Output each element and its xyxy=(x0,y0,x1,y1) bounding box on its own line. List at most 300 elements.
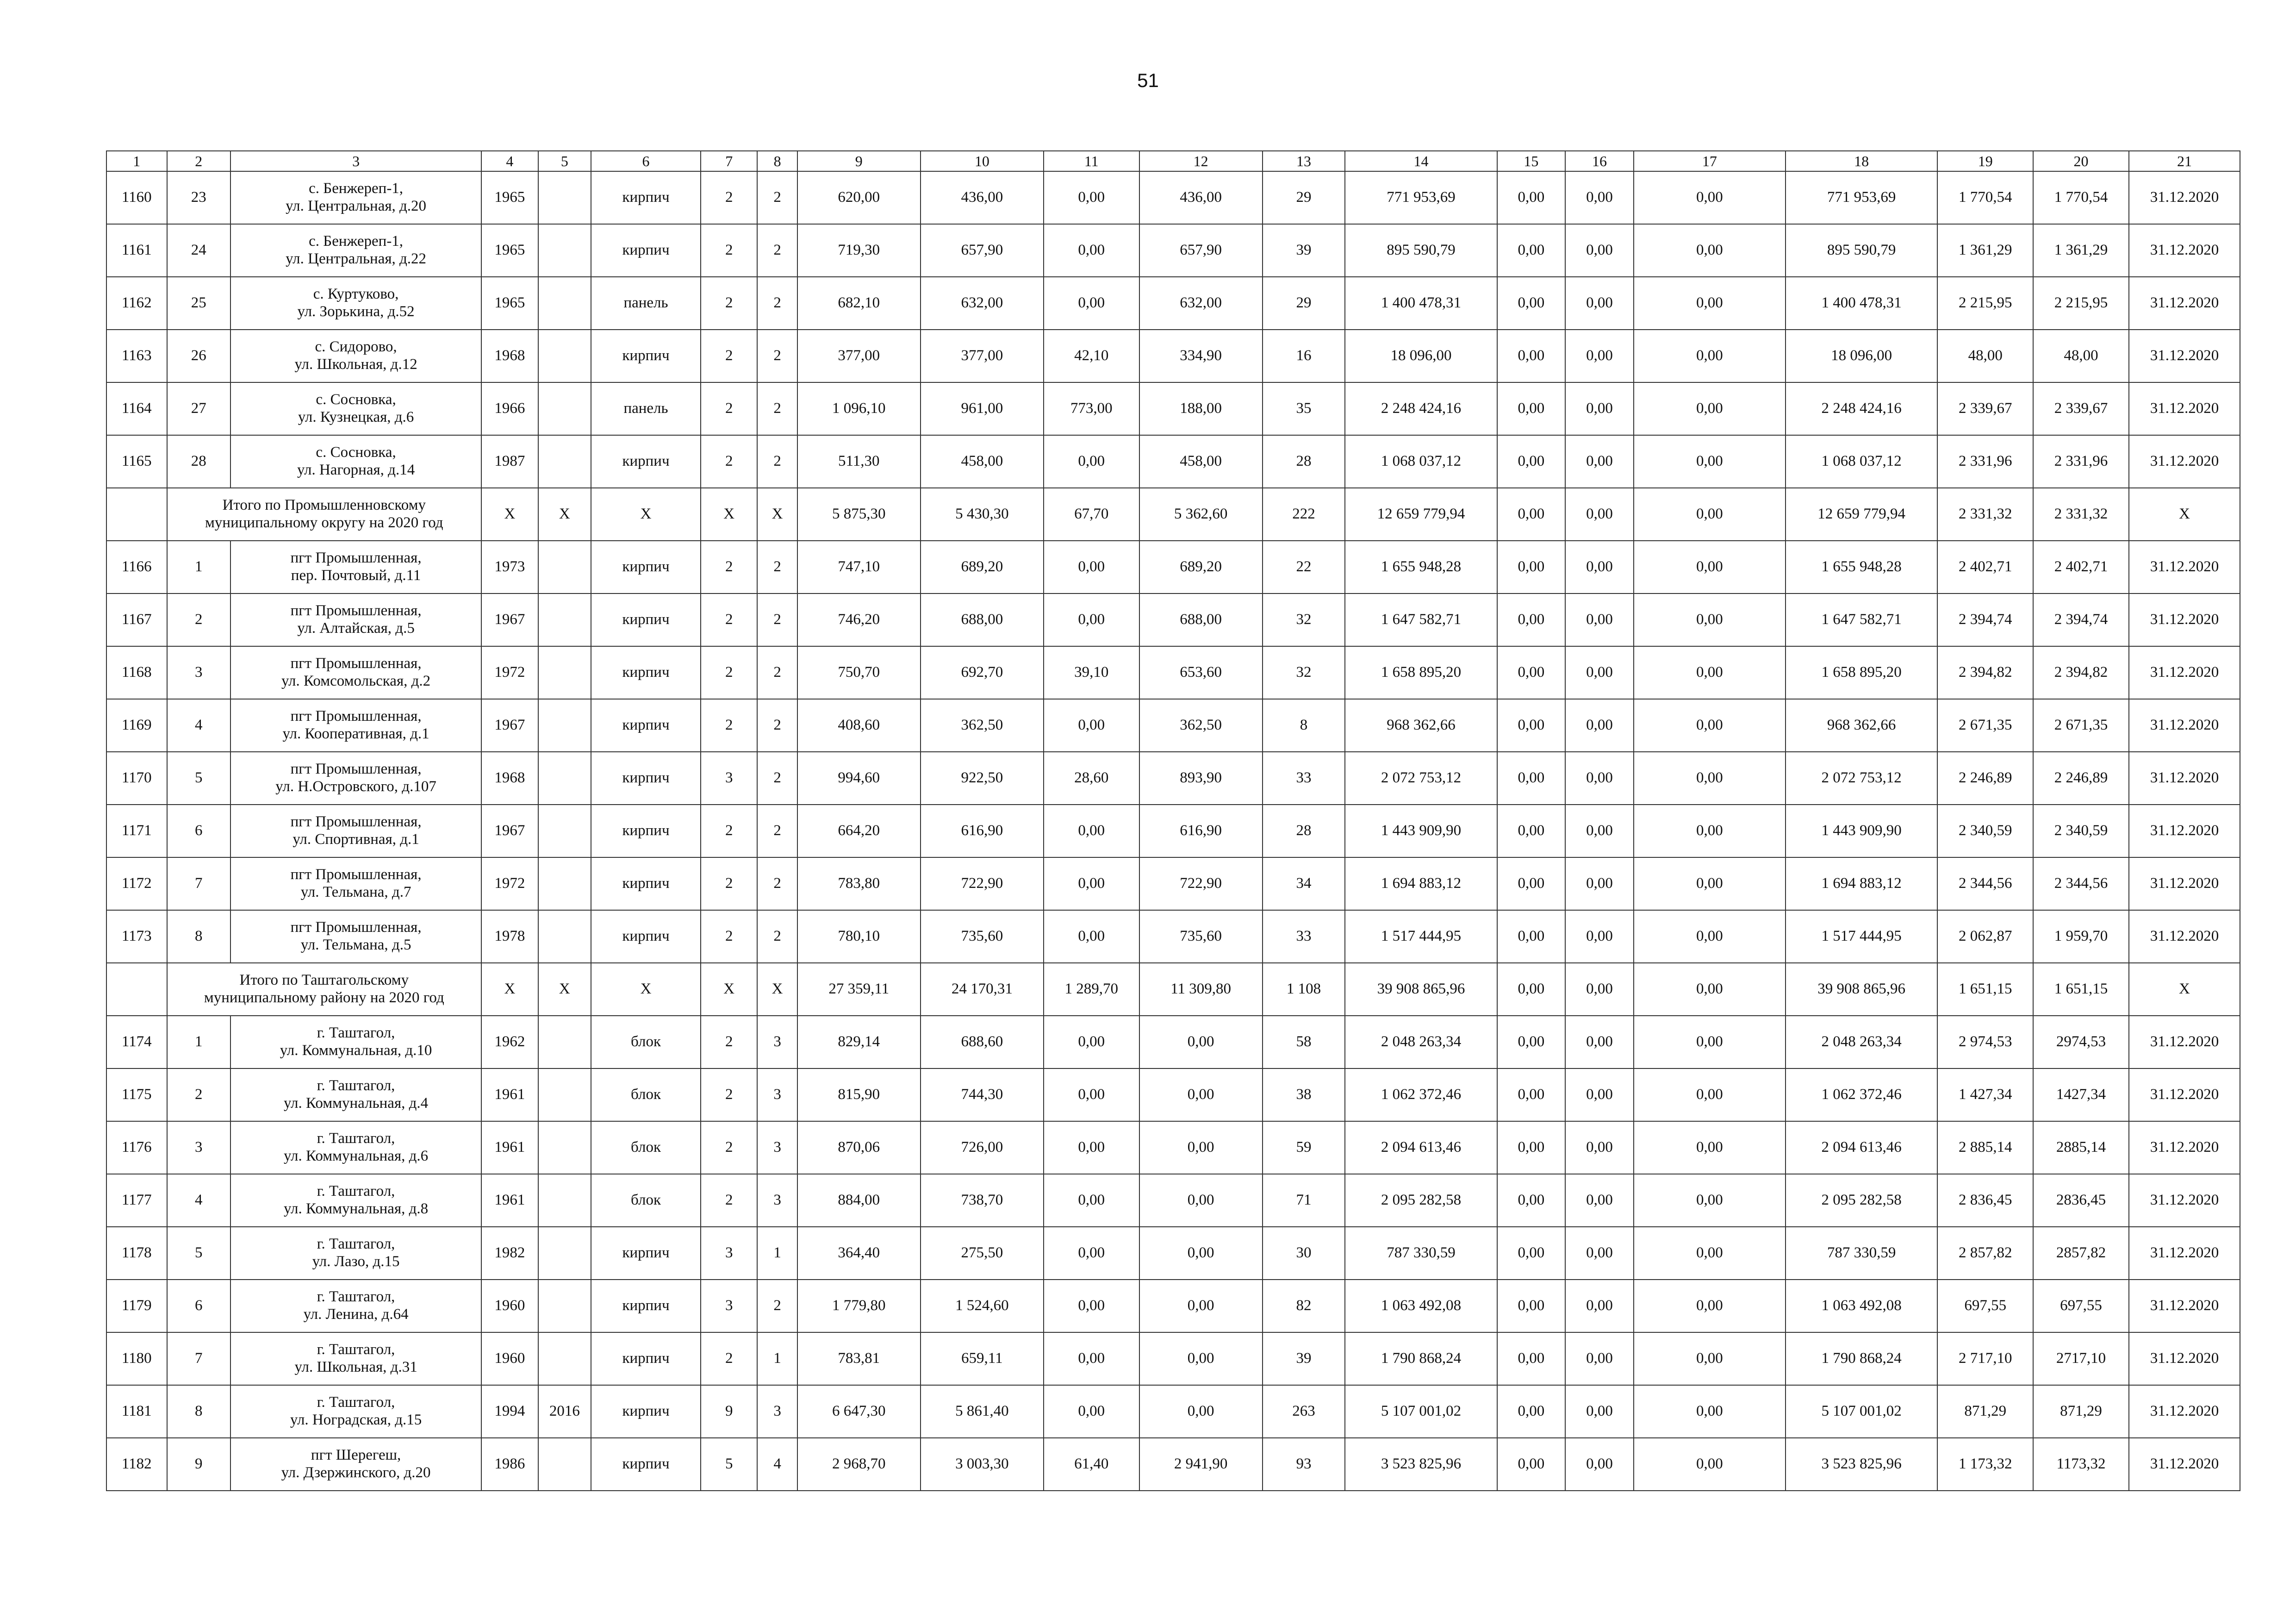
table-cell: 2 xyxy=(757,382,797,435)
table-cell: 0,00 xyxy=(1634,1438,1786,1491)
table-cell: 0,00 xyxy=(1634,910,1786,963)
table-cell xyxy=(106,963,167,1016)
table-cell: 0,00 xyxy=(1565,699,1634,752)
table-cell: 1 658 895,20 xyxy=(1345,646,1497,699)
table-cell: 1962 xyxy=(481,1016,538,1068)
table-cell: 275,50 xyxy=(921,1227,1044,1280)
address-cell xyxy=(230,435,481,488)
table-cell: 31.12.2020 xyxy=(2129,646,2240,699)
table-cell: 32 xyxy=(1263,593,1345,646)
table-cell: 23 xyxy=(167,171,231,224)
table-cell: 18 096,00 xyxy=(1786,330,1937,382)
table-cell: 0,00 xyxy=(1634,1174,1786,1227)
column-number-cell: 18 xyxy=(1786,151,1937,171)
table-cell: 31.12.2020 xyxy=(2129,1068,2240,1121)
table-cell: 1 063 492,08 xyxy=(1345,1280,1497,1332)
address-cell xyxy=(230,857,481,910)
address-line-1: с. Бенжереп-1, xyxy=(309,233,404,250)
table-cell: 2 xyxy=(757,699,797,752)
table-cell: 0,00 xyxy=(1634,752,1786,805)
table-cell: 2 215,95 xyxy=(2033,277,2129,330)
table-cell: 659,11 xyxy=(921,1332,1044,1385)
table-cell: 0,00 xyxy=(1044,910,1139,963)
table-cell: 3 xyxy=(757,1174,797,1227)
address-line-1: пгт Шерегеш, xyxy=(311,1447,401,1464)
table-cell: 0,00 xyxy=(1565,857,1634,910)
table-cell: 0,00 xyxy=(1044,1068,1139,1121)
address-line-1: г. Таштагол, xyxy=(317,1183,395,1200)
address-line-2: ул. Тельмана, д.7 xyxy=(300,884,411,900)
table-cell xyxy=(538,910,591,963)
summary-label xyxy=(167,488,482,541)
table-cell: 968 362,66 xyxy=(1345,699,1497,752)
table-row xyxy=(106,224,2240,277)
table-cell: 3 xyxy=(167,1121,231,1174)
table-cell: 82 xyxy=(1263,1280,1345,1332)
table-cell: 1182 xyxy=(106,1438,167,1491)
summary-cell: 0,00 xyxy=(1634,488,1786,541)
table-cell: 2 941,90 xyxy=(1139,1438,1263,1491)
address-line-2: ул. Ленина, д.64 xyxy=(303,1306,409,1323)
table-cell: 377,00 xyxy=(797,330,921,382)
table-cell: 1160 xyxy=(106,171,167,224)
column-number-cell: 4 xyxy=(481,151,538,171)
table-cell: 1 xyxy=(757,1332,797,1385)
address-cell xyxy=(230,1438,481,1491)
table-cell: 25 xyxy=(167,277,231,330)
table-cell: 688,00 xyxy=(921,593,1044,646)
table-cell: панель xyxy=(591,382,701,435)
table-cell xyxy=(538,541,591,593)
table-cell: 747,10 xyxy=(797,541,921,593)
table-cell: 2 xyxy=(757,910,797,963)
table-cell: 0,00 xyxy=(1044,1016,1139,1068)
summary-cell: X xyxy=(701,963,757,1016)
table-cell: 1164 xyxy=(106,382,167,435)
address-line-2: ул. Комсомольская, д.2 xyxy=(281,673,431,689)
table-cell: 24 xyxy=(167,224,231,277)
summary-cell: 27 359,11 xyxy=(797,963,921,1016)
table-cell: 2 339,67 xyxy=(2033,382,2129,435)
summary-cell: 1 289,70 xyxy=(1044,963,1139,1016)
table-cell: 8 xyxy=(167,1385,231,1438)
table-cell: панель xyxy=(591,277,701,330)
table-cell: 2 xyxy=(167,1068,231,1121)
address-line-1: г. Таштагол, xyxy=(317,1130,395,1147)
table-cell: 961,00 xyxy=(921,382,1044,435)
table-cell: 1 655 948,28 xyxy=(1345,541,1497,593)
address-line-2: ул. Центральная, д.20 xyxy=(286,198,427,214)
table-cell: 0,00 xyxy=(1634,1227,1786,1280)
table-cell: 2 246,89 xyxy=(1937,752,2033,805)
table-cell: 632,00 xyxy=(921,277,1044,330)
table-cell: 0,00 xyxy=(1565,1121,1634,1174)
table-cell: 697,55 xyxy=(1937,1280,2033,1332)
table-cell: 0,00 xyxy=(1044,1280,1139,1332)
table-cell: 664,20 xyxy=(797,805,921,857)
table-cell: 3 xyxy=(701,1280,757,1332)
table-cell: 1973 xyxy=(481,541,538,593)
column-number-cell: 2 xyxy=(167,151,231,171)
address-line-1: пгт Промышленная, xyxy=(290,655,422,672)
table-cell: 0,00 xyxy=(1497,435,1566,488)
table-cell: 16 xyxy=(1263,330,1345,382)
table-cell: 0,00 xyxy=(1634,1068,1786,1121)
table-cell: 884,00 xyxy=(797,1174,921,1227)
table-cell: кирпич xyxy=(591,805,701,857)
table-cell: 787 330,59 xyxy=(1786,1227,1937,1280)
table-cell: 1 524,60 xyxy=(921,1280,1044,1332)
table-cell xyxy=(538,330,591,382)
table-cell: 1960 xyxy=(481,1280,538,1332)
table-cell: 2 xyxy=(757,541,797,593)
table-cell: 0,00 xyxy=(1634,1121,1786,1174)
summary-label-line-2: муниципальному району на 2020 год xyxy=(204,989,444,1006)
table-cell: 0,00 xyxy=(1565,1438,1634,1491)
table-cell: 1 517 444,95 xyxy=(1345,910,1497,963)
table-cell: 0,00 xyxy=(1634,382,1786,435)
table-cell: 6 xyxy=(167,805,231,857)
table-cell: 0,00 xyxy=(1634,646,1786,699)
table-cell xyxy=(538,1174,591,1227)
table-cell: 719,30 xyxy=(797,224,921,277)
table-cell: 0,00 xyxy=(1044,699,1139,752)
table-cell: 1172 xyxy=(106,857,167,910)
table-cell: 2 094 613,46 xyxy=(1786,1121,1937,1174)
address-cell xyxy=(230,277,481,330)
table-cell: 0,00 xyxy=(1565,752,1634,805)
table-row xyxy=(106,1121,2240,1174)
address-line-2: ул. Коммунальная, д.10 xyxy=(280,1042,432,1059)
address-cell xyxy=(230,224,481,277)
table-cell: 31.12.2020 xyxy=(2129,1385,2240,1438)
table-cell: 2 974,53 xyxy=(1937,1016,2033,1068)
table-cell: 726,00 xyxy=(921,1121,1044,1174)
table-row xyxy=(106,435,2240,488)
table-cell xyxy=(538,1227,591,1280)
table-cell: 2 671,35 xyxy=(2033,699,2129,752)
table-cell xyxy=(538,435,591,488)
address-cell xyxy=(230,752,481,805)
table-cell: 0,00 xyxy=(1634,857,1786,910)
table-cell: 31.12.2020 xyxy=(2129,1174,2240,1227)
table-cell: 33 xyxy=(1263,910,1345,963)
table-cell: 29 xyxy=(1263,277,1345,330)
table-cell: 31.12.2020 xyxy=(2129,857,2240,910)
table-cell: 0,00 xyxy=(1634,435,1786,488)
table-cell: 1176 xyxy=(106,1121,167,1174)
table-cell: 31.12.2020 xyxy=(2129,277,2240,330)
table-cell: 0,00 xyxy=(1044,1121,1139,1174)
table-cell: 2 xyxy=(757,330,797,382)
table-cell: 2 xyxy=(757,593,797,646)
table-cell: 2 402,71 xyxy=(1937,541,2033,593)
table-cell: 2 xyxy=(757,752,797,805)
table-cell: 616,90 xyxy=(1139,805,1263,857)
table-cell: 692,70 xyxy=(921,646,1044,699)
table-cell: 0,00 xyxy=(1497,277,1566,330)
table-cell: 1 361,29 xyxy=(1937,224,2033,277)
summary-cell: 24 170,31 xyxy=(921,963,1044,1016)
table-cell: 780,10 xyxy=(797,910,921,963)
table-cell: 697,55 xyxy=(2033,1280,2129,1332)
table-cell: 771 953,69 xyxy=(1345,171,1497,224)
address-line-2: ул. Нагорная, д.14 xyxy=(297,462,415,478)
table-cell: 2 xyxy=(701,593,757,646)
table-cell: 2 xyxy=(701,171,757,224)
table-cell: 994,60 xyxy=(797,752,921,805)
table-cell: 1 427,34 xyxy=(1937,1068,2033,1121)
table-cell: 1169 xyxy=(106,699,167,752)
table-cell: 2 215,95 xyxy=(1937,277,2033,330)
table-cell: кирпич xyxy=(591,1280,701,1332)
table-cell: 1968 xyxy=(481,330,538,382)
table-cell: 1961 xyxy=(481,1121,538,1174)
column-number-cell: 17 xyxy=(1634,151,1786,171)
table-cell: 1167 xyxy=(106,593,167,646)
table-cell: 871,29 xyxy=(1937,1385,2033,1438)
table-cell: 31.12.2020 xyxy=(2129,1016,2240,1068)
table-cell: 2 331,96 xyxy=(1937,435,2033,488)
address-line-2: ул. Ноградская, д.15 xyxy=(290,1412,422,1428)
summary-label xyxy=(167,963,482,1016)
table-cell: 2 095 282,58 xyxy=(1786,1174,1937,1227)
table-cell: 2 331,96 xyxy=(2033,435,2129,488)
table-cell: 4 xyxy=(757,1438,797,1491)
summary-label-line-2: муниципальному округу на 2020 год xyxy=(205,514,443,531)
table-cell: 2 885,14 xyxy=(1937,1121,2033,1174)
table-cell: 0,00 xyxy=(1497,699,1566,752)
table-cell: 2 857,82 xyxy=(1937,1227,2033,1280)
summary-cell: X xyxy=(757,963,797,1016)
table-cell: 2 xyxy=(701,277,757,330)
table-row xyxy=(106,541,2240,593)
table-cell: 1 062 372,46 xyxy=(1786,1068,1937,1121)
table-cell: 1 068 037,12 xyxy=(1345,435,1497,488)
table-cell: 0,00 xyxy=(1634,1280,1786,1332)
table-cell: 31.12.2020 xyxy=(2129,699,2240,752)
table-row xyxy=(106,646,2240,699)
table-cell: 2 xyxy=(757,805,797,857)
summary-label-line-1: Итого по Таштагольскому xyxy=(239,972,409,989)
summary-cell: 39 908 865,96 xyxy=(1786,963,1937,1016)
column-number-cell: 7 xyxy=(701,151,757,171)
table-cell: 436,00 xyxy=(921,171,1044,224)
table-cell: 9 xyxy=(167,1438,231,1491)
table-cell: кирпич xyxy=(591,541,701,593)
address-line-2: ул. Кооперативная, д.1 xyxy=(282,725,429,742)
table-cell: 7 xyxy=(167,1332,231,1385)
table-cell: 3 003,30 xyxy=(921,1438,1044,1491)
table-cell: 31.12.2020 xyxy=(2129,435,2240,488)
table-cell: 0,00 xyxy=(1565,541,1634,593)
address-line-2: ул. Коммунальная, д.8 xyxy=(284,1200,429,1217)
table-cell: кирпич xyxy=(591,1385,701,1438)
table-cell: кирпич xyxy=(591,646,701,699)
table-cell: 38 xyxy=(1263,1068,1345,1121)
table-cell: блок xyxy=(591,1068,701,1121)
table-cell: 5 861,40 xyxy=(921,1385,1044,1438)
table-cell: 0,00 xyxy=(1497,382,1566,435)
table-cell: 1994 xyxy=(481,1385,538,1438)
table-cell: 362,50 xyxy=(921,699,1044,752)
table-cell: кирпич xyxy=(591,699,701,752)
address-line-2: ул. Алтайская, д.5 xyxy=(297,620,415,637)
table-cell: 871,29 xyxy=(2033,1385,2129,1438)
table-cell: 0,00 xyxy=(1139,1174,1263,1227)
table-cell: 0,00 xyxy=(1044,593,1139,646)
table-cell: 1 694 883,12 xyxy=(1345,857,1497,910)
address-line-2: пер. Почтовый, д.11 xyxy=(291,567,421,584)
table-cell: 31.12.2020 xyxy=(2129,330,2240,382)
table-cell: 3 523 825,96 xyxy=(1345,1438,1497,1491)
table-cell: 2 xyxy=(701,1332,757,1385)
table-row xyxy=(106,382,2240,435)
table-cell: 0,00 xyxy=(1497,1121,1566,1174)
table-cell: 688,00 xyxy=(1139,593,1263,646)
table-cell: 0,00 xyxy=(1139,1121,1263,1174)
address-cell xyxy=(230,1227,481,1280)
address-line-2: ул. Коммунальная, д.6 xyxy=(284,1148,429,1164)
summary-cell: X xyxy=(2129,963,2240,1016)
table-cell: 1965 xyxy=(481,171,538,224)
summary-cell: 5 362,60 xyxy=(1139,488,1263,541)
table-cell: 870,06 xyxy=(797,1121,921,1174)
address-line-1: пгт Промышленная, xyxy=(290,550,422,567)
table-cell: 1178 xyxy=(106,1227,167,1280)
table-cell: 2 xyxy=(757,435,797,488)
summary-cell: 2 331,32 xyxy=(1937,488,2033,541)
table-cell: 0,00 xyxy=(1044,541,1139,593)
table-cell: 0,00 xyxy=(1139,1332,1263,1385)
table-cell: 3 xyxy=(701,752,757,805)
table-cell: 682,10 xyxy=(797,277,921,330)
table-cell: 2 xyxy=(701,1174,757,1227)
table-cell: 188,00 xyxy=(1139,382,1263,435)
summary-cell: 1 651,15 xyxy=(1937,963,2033,1016)
table-cell: 0,00 xyxy=(1497,805,1566,857)
table-cell: 31.12.2020 xyxy=(2129,752,2240,805)
table-cell: 0,00 xyxy=(1497,1332,1566,1385)
table-cell: 0,00 xyxy=(1044,171,1139,224)
table-cell: 34 xyxy=(1263,857,1345,910)
table-cell: 2 394,74 xyxy=(2033,593,2129,646)
table-cell: 0,00 xyxy=(1634,224,1786,277)
table-cell: 48,00 xyxy=(2033,330,2129,382)
table-cell: 2 344,56 xyxy=(2033,857,2129,910)
table-cell: 2 072 753,12 xyxy=(1786,752,1937,805)
table-cell: 2 394,82 xyxy=(2033,646,2129,699)
table-cell: 616,90 xyxy=(921,805,1044,857)
table-row xyxy=(106,752,2240,805)
table-cell: 746,20 xyxy=(797,593,921,646)
table-cell: 1 790 868,24 xyxy=(1786,1332,1937,1385)
table-cell: 1 658 895,20 xyxy=(1786,646,1937,699)
table-cell: 31.12.2020 xyxy=(2129,1227,2240,1280)
table-cell: 738,70 xyxy=(921,1174,1044,1227)
address-cell xyxy=(230,646,481,699)
address-line-2: ул. Лазо, д.15 xyxy=(312,1253,400,1270)
table-cell: 783,80 xyxy=(797,857,921,910)
address-line-2: ул. Дзержинского, д.20 xyxy=(281,1464,431,1481)
summary-cell: 0,00 xyxy=(1497,963,1566,1016)
table-cell: 1161 xyxy=(106,224,167,277)
table-cell: 5 107 001,02 xyxy=(1345,1385,1497,1438)
table-row xyxy=(106,1332,2240,1385)
table-cell: 1175 xyxy=(106,1068,167,1121)
table-cell: 0,00 xyxy=(1497,593,1566,646)
table-cell: 657,90 xyxy=(921,224,1044,277)
table-cell: 6 xyxy=(167,1280,231,1332)
table-cell: 2 246,89 xyxy=(2033,752,2129,805)
address-line-1: пгт Промышленная, xyxy=(290,602,422,619)
table-cell: 1982 xyxy=(481,1227,538,1280)
table-cell: 1987 xyxy=(481,435,538,488)
table-cell: 0,00 xyxy=(1044,224,1139,277)
table-cell: 1173 xyxy=(106,910,167,963)
table-cell: 2 xyxy=(701,224,757,277)
table-cell: 0,00 xyxy=(1634,699,1786,752)
table-cell: 48,00 xyxy=(1937,330,2033,382)
table-cell xyxy=(538,752,591,805)
table-row xyxy=(106,1068,2240,1121)
table-cell: 722,90 xyxy=(921,857,1044,910)
table-row xyxy=(106,1385,2240,1438)
address-cell xyxy=(230,330,481,382)
table-cell: блок xyxy=(591,1016,701,1068)
table-cell: 0,00 xyxy=(1497,646,1566,699)
table-cell: 0,00 xyxy=(1044,805,1139,857)
table-cell: 1170 xyxy=(106,752,167,805)
table-cell: 31.12.2020 xyxy=(2129,541,2240,593)
column-number-cell: 5 xyxy=(538,151,591,171)
address-line-1: г. Таштагол, xyxy=(317,1288,395,1305)
column-number-cell: 21 xyxy=(2129,151,2240,171)
table-cell: 61,40 xyxy=(1044,1438,1139,1491)
table-cell: 1961 xyxy=(481,1068,538,1121)
table-cell: 0,00 xyxy=(1497,1385,1566,1438)
table-cell: 2 xyxy=(757,171,797,224)
table-cell: 0,00 xyxy=(1497,1016,1566,1068)
table-cell: 689,20 xyxy=(921,541,1044,593)
address-line-1: пгт Промышленная, xyxy=(290,866,422,883)
table-cell: 0,00 xyxy=(1634,277,1786,330)
table-cell: 93 xyxy=(1263,1438,1345,1491)
address-cell xyxy=(230,541,481,593)
table-cell: 1 361,29 xyxy=(2033,224,2129,277)
table-cell: 0,00 xyxy=(1044,1174,1139,1227)
summary-cell: X xyxy=(591,488,701,541)
table-cell: 1 xyxy=(167,1016,231,1068)
table-cell: 620,00 xyxy=(797,171,921,224)
table-cell: 0,00 xyxy=(1497,1227,1566,1280)
table-cell: 31.12.2020 xyxy=(2129,1332,2240,1385)
table-cell: 27 xyxy=(167,382,231,435)
table-cell: 2 xyxy=(701,435,757,488)
table-cell xyxy=(538,277,591,330)
table-cell: 2 xyxy=(701,382,757,435)
table-cell: 1179 xyxy=(106,1280,167,1332)
table-cell: 2 072 753,12 xyxy=(1345,752,1497,805)
table-cell: 0,00 xyxy=(1565,1174,1634,1227)
address-line-2: ул. Центральная, д.22 xyxy=(286,250,427,267)
table-cell: 18 096,00 xyxy=(1345,330,1497,382)
table-cell xyxy=(538,1438,591,1491)
summary-label-line-1: Итого по Промышленновскому xyxy=(222,497,426,514)
table-cell: 2 394,74 xyxy=(1937,593,2033,646)
table-row xyxy=(106,593,2240,646)
table-cell: 689,20 xyxy=(1139,541,1263,593)
